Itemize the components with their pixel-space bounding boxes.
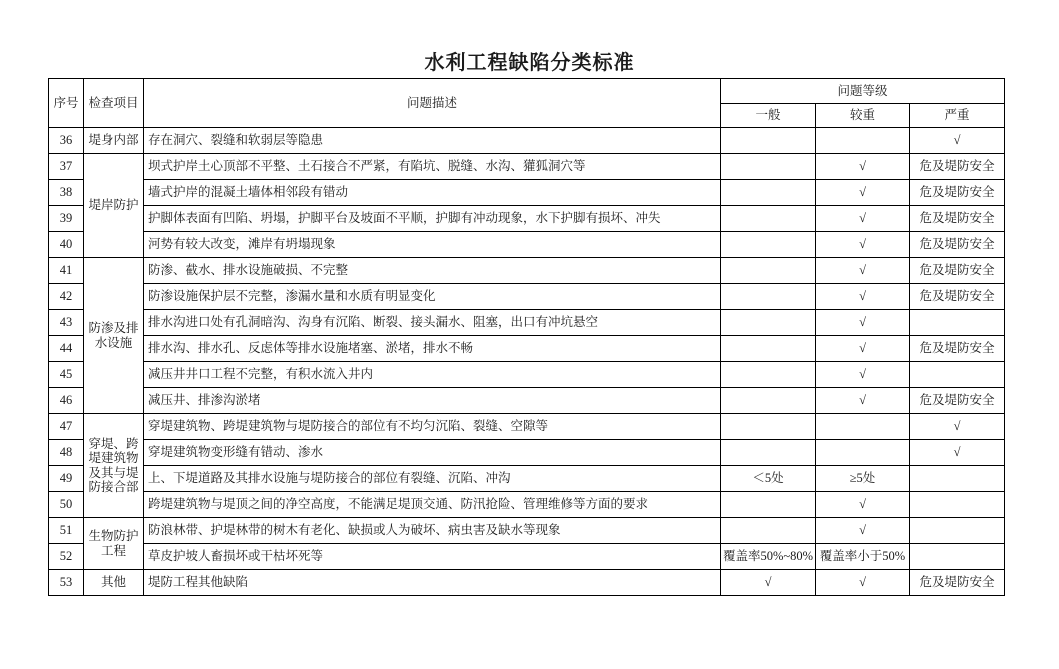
cell-inspection-item: 穿堤、跨堤建筑物及其与堤防接合部 (84, 414, 144, 518)
cell-serial-number: 44 (49, 336, 84, 362)
cell-level-severe: 危及堤防安全 (910, 336, 1005, 362)
cell-level-severe (910, 544, 1005, 570)
cell-serial-number: 45 (49, 362, 84, 388)
cell-serial-number: 46 (49, 388, 84, 414)
cell-inspection-item: 防渗及排水设施 (84, 258, 144, 414)
cell-inspection-item: 生物防护工程 (84, 518, 144, 570)
cell-level-moderate: √ (816, 232, 910, 258)
cell-serial-number: 52 (49, 544, 84, 570)
cell-inspection-item: 堤岸防护 (84, 154, 144, 258)
cell-problem-description: 防渗、截水、排水设施破损、不完整 (144, 258, 721, 284)
cell-level-general (721, 518, 816, 544)
cell-serial-number: 43 (49, 310, 84, 336)
header-level-severe: 严重 (910, 104, 1005, 128)
cell-level-moderate: ≥5处 (816, 466, 910, 492)
cell-inspection-item: 其他 (84, 570, 144, 596)
cell-serial-number: 47 (49, 414, 84, 440)
header-problem-description: 问题描述 (144, 79, 721, 128)
cell-level-severe (910, 362, 1005, 388)
cell-serial-number: 37 (49, 154, 84, 180)
table-row (49, 206, 1005, 232)
cell-problem-description: 坝式护岸土心顶部不平整、土石接合不严紧，有陷坑、脱缝、水沟、獾狐洞穴等 (144, 154, 721, 180)
cell-level-severe: 危及堤防安全 (910, 258, 1005, 284)
cell-level-severe: 危及堤防安全 (910, 232, 1005, 258)
cell-level-moderate: 覆盖率小于50% (816, 544, 910, 570)
cell-level-general (721, 336, 816, 362)
cell-level-general (721, 440, 816, 466)
page-title: 水利工程缺陷分类标准 (424, 52, 635, 74)
header-level-moderate: 较重 (816, 104, 910, 128)
cell-serial-number: 49 (49, 466, 84, 492)
cell-problem-description: 护脚体表面有凹陷、坍塌，护脚平台及坡面不平顺，护脚有冲动现象，水下护脚有损坏、冲失 (144, 206, 721, 232)
table-row (49, 466, 1005, 492)
cell-serial-number: 36 (49, 128, 84, 154)
cell-level-moderate: √ (816, 570, 910, 596)
cell-level-moderate: √ (816, 206, 910, 232)
header-problem-level: 问题等级 (721, 79, 1005, 104)
cell-level-severe (910, 492, 1005, 518)
cell-problem-description: 草皮护坡人畜损坏或干枯坏死等 (144, 544, 721, 570)
cell-level-general (721, 388, 816, 414)
table-header (49, 79, 1005, 128)
cell-problem-description: 河势有较大改变，滩岸有坍塌现象 (144, 232, 721, 258)
cell-serial-number: 40 (49, 232, 84, 258)
cell-level-general: ＜5处 (721, 466, 816, 492)
cell-serial-number: 39 (49, 206, 84, 232)
cell-level-general (721, 180, 816, 206)
cell-serial-number: 42 (49, 284, 84, 310)
cell-problem-description: 减压井井口工程不完整，有积水流入井内 (144, 362, 721, 388)
cell-level-moderate: √ (816, 336, 910, 362)
cell-level-moderate: √ (816, 492, 910, 518)
cell-serial-number: 38 (49, 180, 84, 206)
table-row (49, 414, 1005, 440)
cell-level-moderate: √ (816, 388, 910, 414)
table-row (49, 310, 1005, 336)
cell-problem-description: 跨堤建筑物与堤顶之间的净空高度，不能满足堤顶交通、防汛抢险、管理维修等方面的要求 (144, 492, 721, 518)
header-serial-number: 序号 (49, 79, 84, 128)
cell-level-general (721, 206, 816, 232)
cell-level-moderate: √ (816, 362, 910, 388)
cell-level-moderate (816, 414, 910, 440)
table-row (49, 154, 1005, 180)
table-row (49, 492, 1005, 518)
cell-problem-description: 防浪林带、护堤林带的树木有老化、缺损或人为破坏、病虫害及缺水等现象 (144, 518, 721, 544)
cell-level-severe (910, 518, 1005, 544)
cell-problem-description: 排水沟、排水孔、反虑体等排水设施堵塞、淤堵，排水不畅 (144, 336, 721, 362)
cell-serial-number: 50 (49, 492, 84, 518)
cell-level-moderate (816, 440, 910, 466)
cell-level-general: √ (721, 570, 816, 596)
cell-level-severe: 危及堤防安全 (910, 284, 1005, 310)
cell-problem-description: 墙式护岸的混凝土墙体相邻段有错动 (144, 180, 721, 206)
cell-serial-number: 51 (49, 518, 84, 544)
cell-problem-description: 堤防工程其他缺陷 (144, 570, 721, 596)
cell-level-general (721, 258, 816, 284)
cell-level-general (721, 232, 816, 258)
cell-problem-description: 上、下堤道路及其排水设施与堤防接合的部位有裂缝、沉陷、冲沟 (144, 466, 721, 492)
cell-level-severe: 危及堤防安全 (910, 180, 1005, 206)
header-level-general: 一般 (721, 104, 816, 128)
table-row (49, 336, 1005, 362)
cell-level-moderate (816, 128, 910, 154)
cell-level-moderate: √ (816, 154, 910, 180)
cell-level-moderate: √ (816, 310, 910, 336)
cell-level-severe (910, 310, 1005, 336)
cell-level-general: 覆盖率50%~80% (721, 544, 816, 570)
cell-level-moderate: √ (816, 180, 910, 206)
cell-level-moderate: √ (816, 284, 910, 310)
cell-level-general (721, 414, 816, 440)
cell-level-moderate: √ (816, 518, 910, 544)
table-row (49, 258, 1005, 284)
defect-classification-table (48, 78, 1005, 596)
cell-problem-description: 存在洞穴、裂缝和软弱层等隐患 (144, 128, 721, 154)
cell-level-severe: 危及堤防安全 (910, 206, 1005, 232)
table-row (49, 518, 1005, 544)
cell-level-general (721, 284, 816, 310)
cell-level-severe (910, 466, 1005, 492)
cell-serial-number: 41 (49, 258, 84, 284)
cell-problem-description: 穿堤建筑物、跨堤建筑物与堤防接合的部位有不均匀沉陷、裂缝、空隙等 (144, 414, 721, 440)
cell-level-severe: 危及堤防安全 (910, 388, 1005, 414)
table-row (49, 362, 1005, 388)
cell-level-moderate: √ (816, 258, 910, 284)
cell-level-general (721, 492, 816, 518)
table-row (49, 284, 1005, 310)
header-row-top (49, 79, 1005, 104)
defect-table-body (49, 128, 1005, 596)
table-row (49, 544, 1005, 570)
cell-level-general (721, 128, 816, 154)
cell-inspection-item: 堤身内部 (84, 128, 144, 154)
cell-level-general (721, 362, 816, 388)
cell-level-severe: √ (910, 440, 1005, 466)
cell-serial-number: 48 (49, 440, 84, 466)
table-row (49, 232, 1005, 258)
cell-level-general (721, 154, 816, 180)
cell-level-severe: √ (910, 414, 1005, 440)
table-row (49, 570, 1005, 596)
cell-level-severe: 危及堤防安全 (910, 154, 1005, 180)
cell-problem-description: 排水沟进口处有孔洞暗沟、沟身有沉陷、断裂、接头漏水、阻塞，出口有冲坑悬空 (144, 310, 721, 336)
table-row (49, 440, 1005, 466)
cell-problem-description: 防渗设施保护层不完整，渗漏水量和水质有明显变化 (144, 284, 721, 310)
cell-problem-description: 穿堤建筑物变形缝有错动、渗水 (144, 440, 721, 466)
cell-level-severe: 危及堤防安全 (910, 570, 1005, 596)
cell-level-severe: √ (910, 128, 1005, 154)
header-inspection-item: 检查项目 (84, 79, 144, 128)
cell-problem-description: 减压井、排渗沟淤堵 (144, 388, 721, 414)
table-row (49, 180, 1005, 206)
table-row (49, 128, 1005, 154)
table-row (49, 388, 1005, 414)
cell-level-general (721, 310, 816, 336)
cell-serial-number: 53 (49, 570, 84, 596)
